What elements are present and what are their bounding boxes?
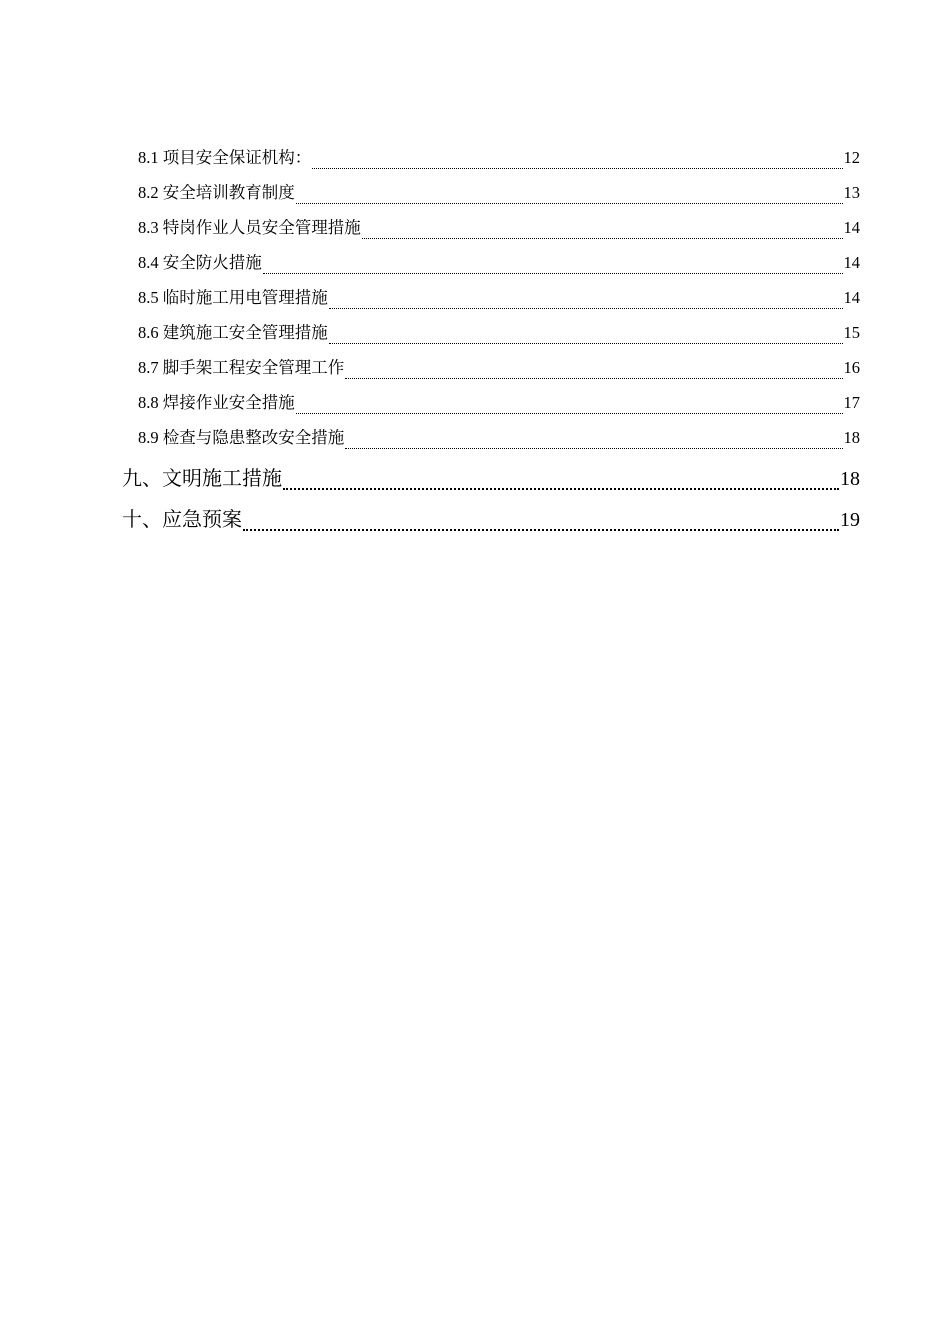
toc-entry-8-9[interactable]	[138, 423, 860, 458]
toc-entry-page: 13	[843, 183, 860, 202]
toc-entry-title: 建筑施工安全管理措施	[162, 323, 328, 342]
dot-leader	[329, 283, 843, 318]
toc-chapter-9[interactable]	[122, 460, 860, 501]
toc-entry-8-3[interactable]	[138, 213, 860, 248]
toc-entry-page: 12	[843, 148, 860, 167]
toc-entry-number: 8.2	[138, 183, 159, 202]
dot-leader	[345, 353, 842, 388]
toc-entry-8-7[interactable]	[138, 353, 860, 388]
dot-leader	[329, 318, 843, 353]
table-of-contents	[0, 143, 950, 542]
toc-entry-title: 焊接作业安全措施	[162, 393, 295, 412]
toc-entry-8-2[interactable]	[138, 178, 860, 213]
toc-entry-number: 8.9	[138, 428, 159, 447]
toc-entry-title: 安全培训教育制度	[162, 183, 295, 202]
toc-entry-title: 脚手架工程安全管理工作	[162, 358, 345, 377]
dot-leader	[345, 423, 842, 458]
toc-entry-8-4[interactable]	[138, 248, 860, 283]
toc-entry-page: 17	[843, 393, 860, 412]
toc-entry-page: 14	[843, 218, 860, 237]
toc-entry-8-6[interactable]	[138, 318, 860, 353]
toc-entry-number: 8.8	[138, 393, 159, 412]
dot-leader	[296, 388, 843, 423]
toc-entry-page: 14	[843, 288, 860, 307]
toc-entry-title: 安全防火措施	[162, 253, 262, 272]
toc-entry-label	[138, 178, 295, 207]
toc-entry-8-8[interactable]	[138, 388, 860, 423]
toc-entry-title: 项目安全保证机构：	[162, 148, 312, 167]
toc-chapter-page: 18	[840, 468, 860, 490]
toc-entry-number: 8.1	[138, 148, 159, 167]
toc-entry-page: 16	[843, 358, 860, 377]
toc-entry-number: 8.7	[138, 358, 159, 377]
toc-entry-number: 8.6	[138, 323, 159, 342]
dot-leader	[243, 501, 839, 542]
toc-entry-title: 临时施工用电管理措施	[162, 288, 328, 307]
dot-leader	[362, 213, 843, 248]
toc-entry-title: 检查与隐患整改安全措施	[162, 428, 345, 447]
toc-chapter-10[interactable]	[122, 501, 860, 542]
toc-entry-label	[138, 283, 328, 312]
toc-chapter-title: 十、应急预案	[122, 507, 242, 531]
toc-entry-label	[138, 388, 295, 417]
toc-entry-label	[138, 248, 262, 277]
toc-entry-number: 8.5	[138, 288, 159, 307]
toc-entry-label	[138, 213, 361, 242]
toc-entry-number: 8.4	[138, 253, 159, 272]
toc-entry-label	[138, 353, 344, 382]
toc-entry-page: 18	[843, 428, 860, 447]
toc-chapter-page: 19	[840, 509, 860, 531]
toc-entry-number: 8.3	[138, 218, 159, 237]
toc-chapter-title: 九、文明施工措施	[122, 466, 282, 490]
toc-entry-8-1[interactable]	[138, 143, 860, 178]
toc-entry-label	[138, 143, 311, 172]
toc-entry-page: 14	[843, 253, 860, 272]
toc-entry-8-5[interactable]	[138, 283, 860, 318]
dot-leader	[312, 143, 842, 178]
dot-leader	[296, 178, 843, 213]
dot-leader	[283, 460, 839, 501]
toc-entry-label	[138, 318, 328, 347]
toc-entry-page: 15	[843, 323, 860, 342]
toc-entry-title: 特岗作业人员安全管理措施	[162, 218, 361, 237]
dot-leader	[263, 248, 843, 283]
toc-entry-label	[138, 423, 344, 452]
